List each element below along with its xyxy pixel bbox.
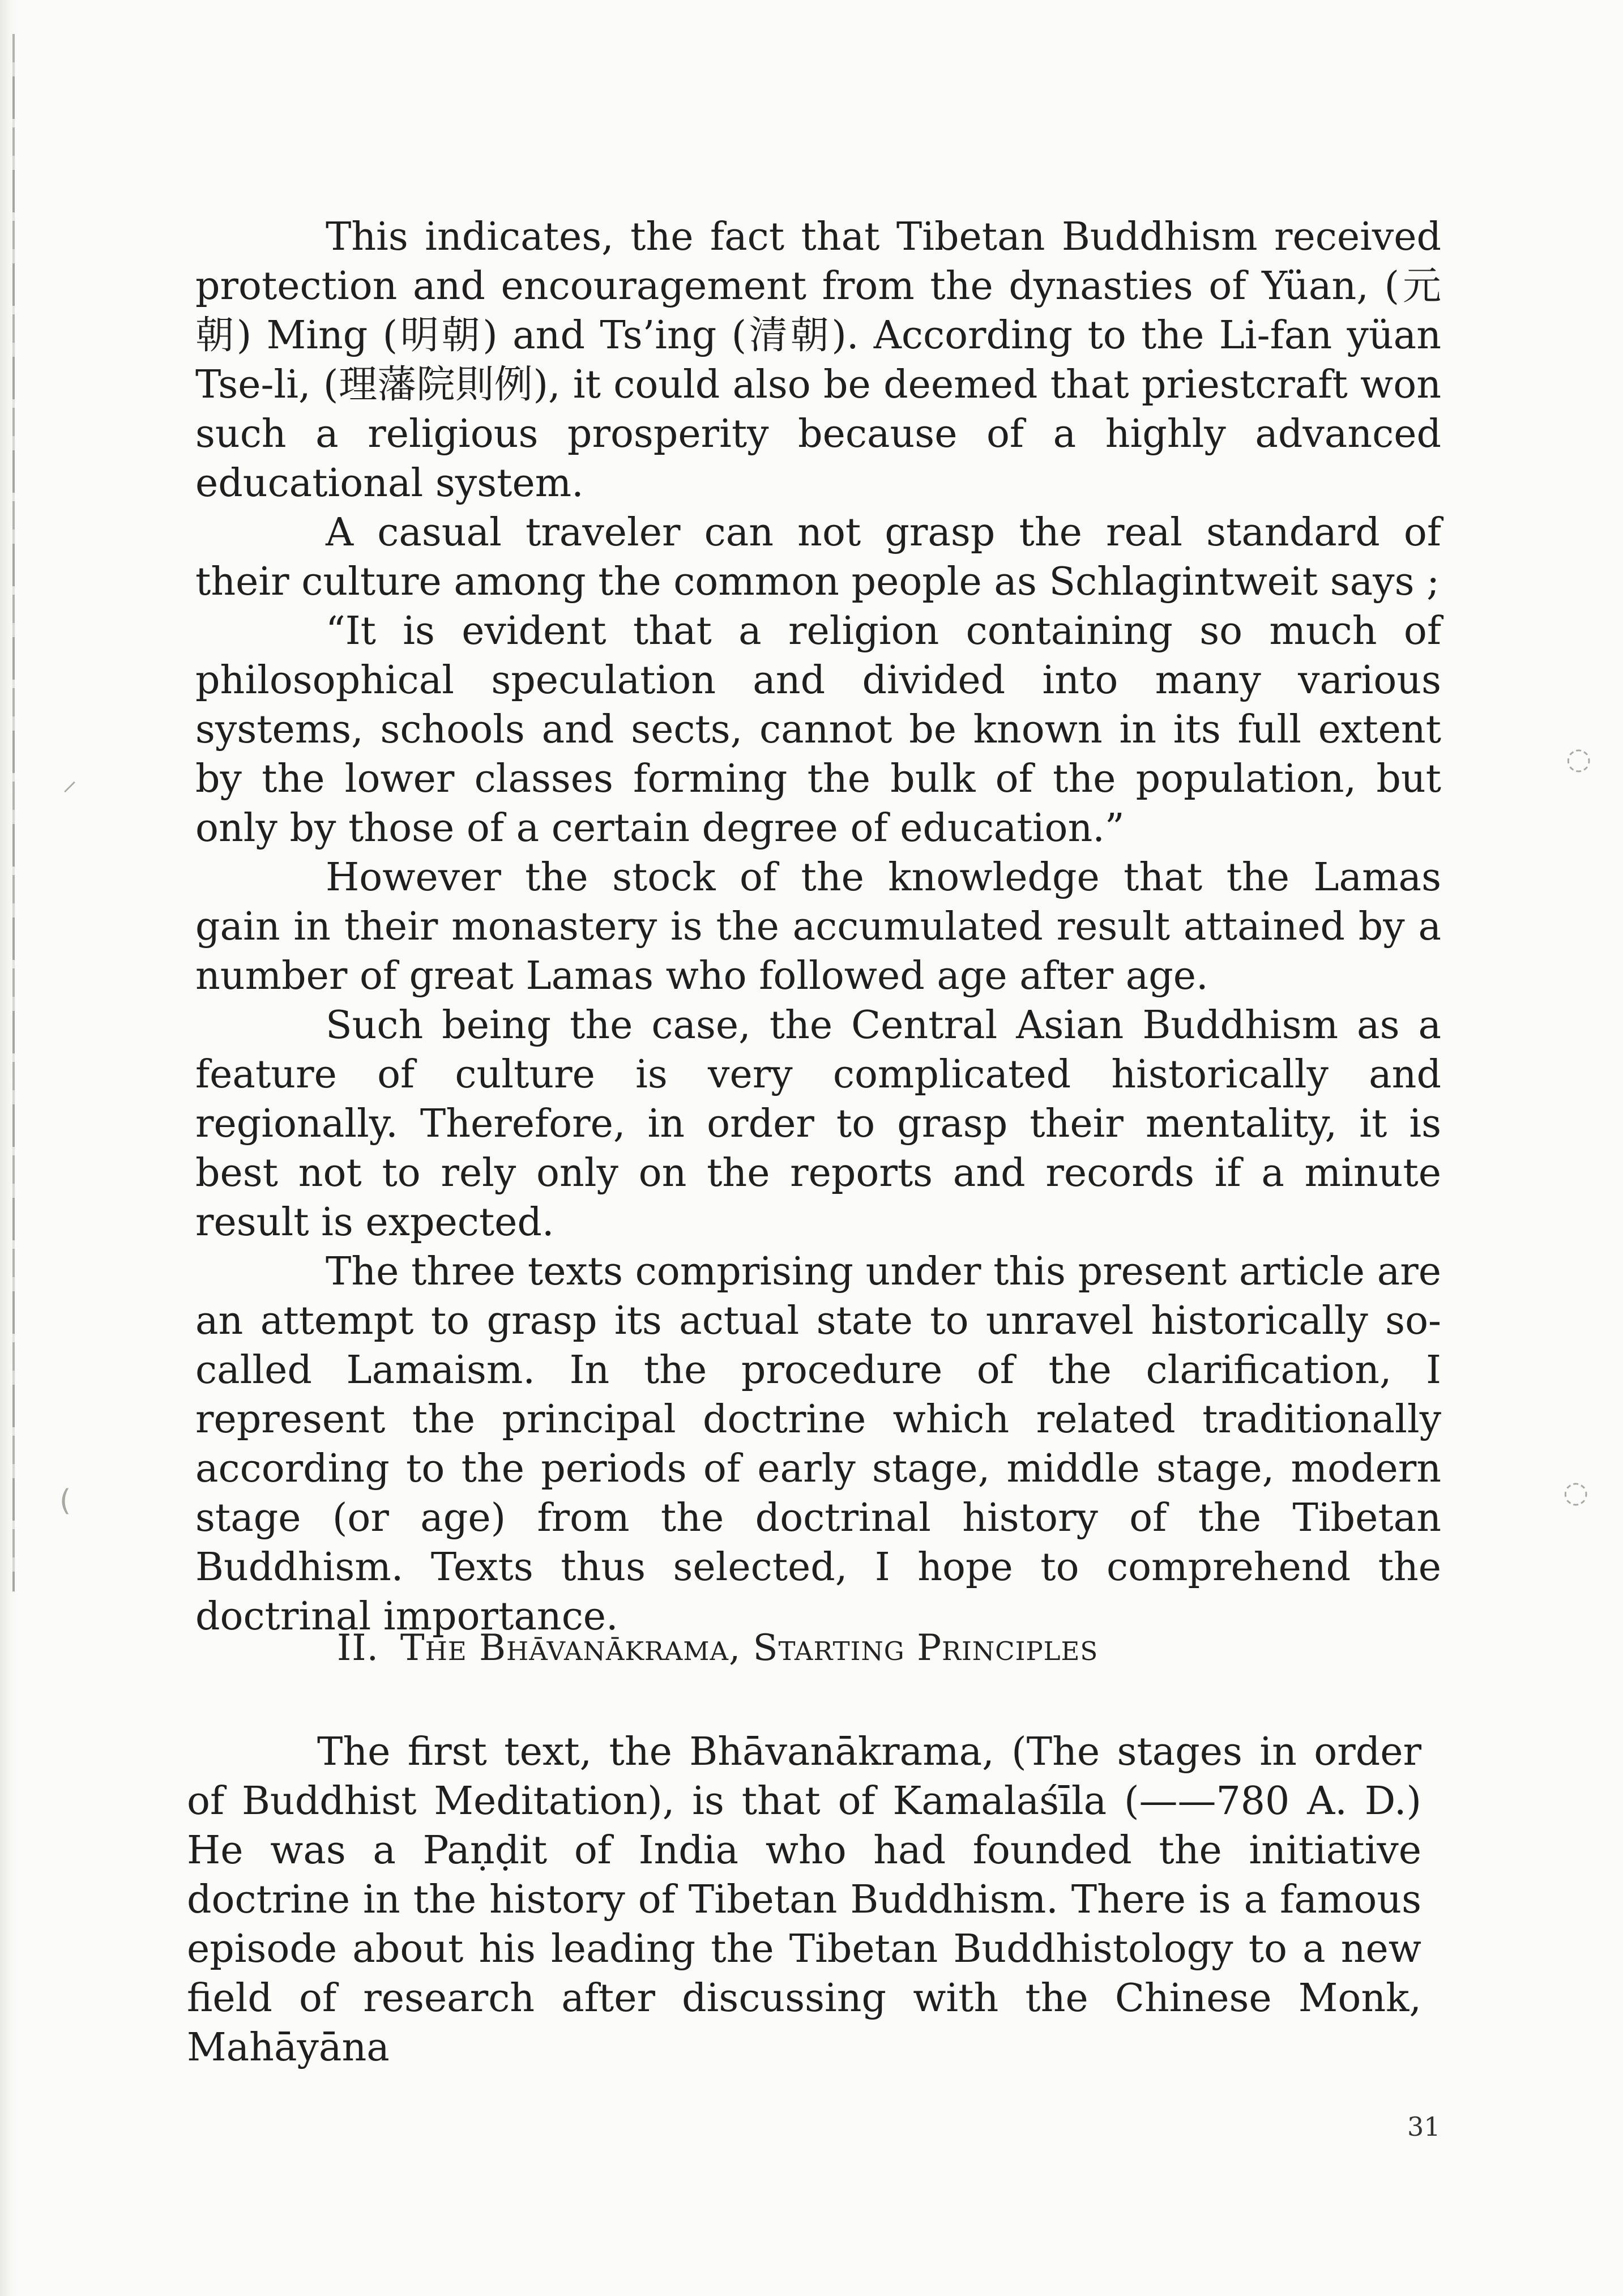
section-body-text [187, 1727, 1421, 2072]
section-number: II. [337, 1627, 379, 1669]
paragraph: A casual traveler can not grasp the real standard of their culture among the common people as Schlagintweit says ; [195, 510, 1441, 604]
quote-paragraph: “It is evident that a religion containing so much of philosophical speculation and divided into many various systems, schools and sects, cannot be known in its full extent by the lower classes forming the bulk of the population, but only by those of a certain degree of education.” [195, 609, 1441, 851]
margin-mark: ( [59, 1484, 71, 1518]
section-title: The Bhāvanākrama, Starting Principles [400, 1627, 1099, 1669]
paragraph: Such being the case, the Central Asian Buddhism as a feature of culture is very complicated historically and regionally. Therefore, in order to grasp their mentality, it is best not to rely only on the reports and records if a minute result is expected. [195, 1003, 1441, 1245]
paragraph: The first text, the Bhāvanākrama, (The stages in order of Buddhist Meditation), is that of Kamalaśīla (——780 A. D.) He was a Paṇḍit of India who had founded the initiative doctrine in the history of Tibetan Buddhism. There is a famous episode about his leading the Tibetan Buddhistology to a new field of research after discussing with the Chinese Monk, Mahāyāna [187, 1730, 1421, 2070]
margin-mark: ◌ [1563, 1475, 1589, 1509]
margin-mark: ⸝ [62, 763, 78, 797]
paragraph: This indicates, the fact that Tibetan Buddhism received protection and encouragement from the dynasties of Yüan, (元朝) Ming (明朝) and Ts’ing (清朝). According to the Li-fan yüan Tse-li, (理藩院則例), it could also be deemed that priestcraft won such a religious prosperity because of a highly advanced educational system. [195, 215, 1441, 506]
paragraph: However the stock of the knowledge that the Lamas gain in their monastery is the accumulated result attained by a number of great Lamas who followed age after age. [195, 855, 1441, 998]
body-text [195, 212, 1441, 1641]
paragraph: The three texts comprising under this present article are an attempt to grasp its actual state to unravel historically so-called Lamaism. In the procedure of the clarification, I represent the principal doctrine which related traditionally according to the periods of early stage, middle stage, modern stage (or age) from the doctrinal history of the Tibetan Buddhism. Texts thus selected, I hope to comprehend the doctrinal importance. [195, 1249, 1441, 1639]
section-heading [337, 1623, 1470, 1674]
binding-shadow [12, 34, 15, 1591]
page-number: 31 [1407, 2111, 1441, 2142]
margin-mark: ◌ [1566, 742, 1592, 776]
